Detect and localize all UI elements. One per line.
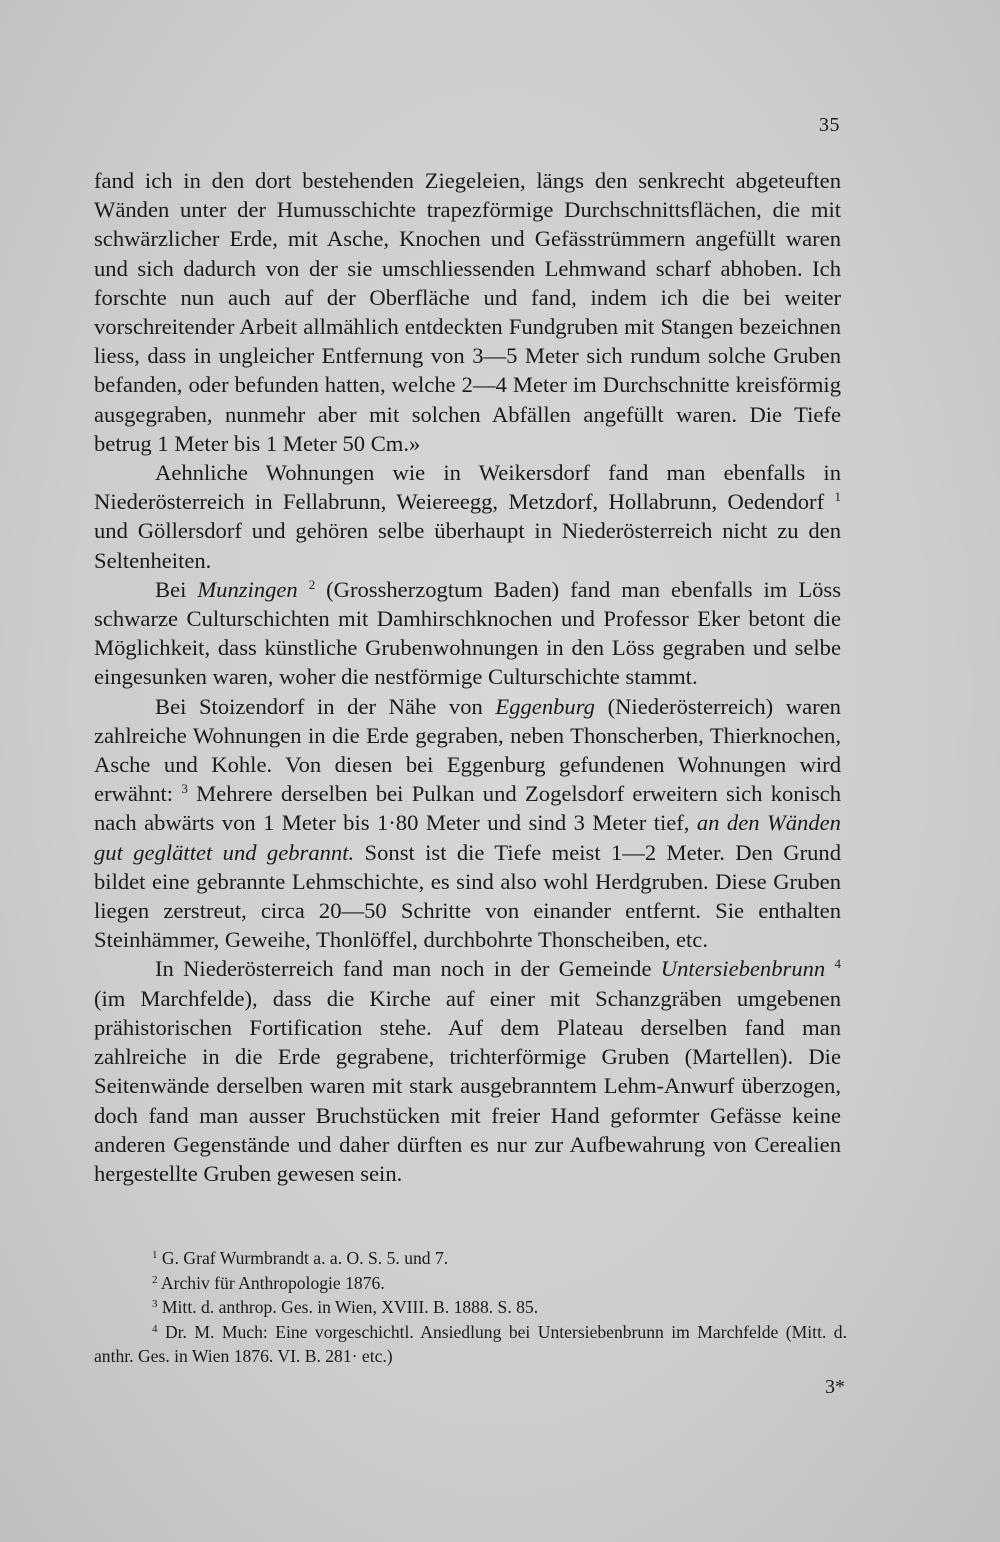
footnote (94, 1295, 847, 1320)
place-name-italic: Untersiebenbrunn (660, 956, 826, 982)
footnote-mark: 1 (152, 1249, 158, 1261)
text-run: Bei (155, 576, 198, 602)
page-number: 35 (819, 114, 840, 136)
footnote-ref: 1 (834, 489, 841, 505)
text-run: Bei Stoizendorf in der Nähe von (155, 693, 496, 719)
footnote-ref: 2 (308, 576, 316, 592)
footnote (94, 1271, 847, 1296)
footnotes (94, 1246, 847, 1369)
text-run: Mehrere derselben bei Pulkan und Zogelsdorf erweitern sich konisch nach abwärts von 1 Meter bis 1·80 Meter und sind 3 Meter tief, (94, 781, 841, 836)
footnote (94, 1320, 847, 1369)
footnote (94, 1246, 847, 1271)
text-run: (Grossherzogtum Baden) fand man ebenfalls im Löss schwarze Culturschichten mit Damhirschknochen und Professor Eker betont die Möglichkeit, dass künstliche Grubenwohnungen in den Löss gegraben und selbe eingesunken waren, woher die nestförmige Culturschichte stammt. (94, 576, 842, 690)
signature-mark: 3* (825, 1376, 845, 1398)
text-run (298, 577, 309, 602)
text-run: fand ich in den dort bestehenden Ziegeleien, längs den senkrecht abgeteuften Wänden unter der Humusschichte trapezförmige Durchschnittsflächen, die mit schwärzlicher Erde, mit Asche, Knochen und Gefässtrümmern angefüllt waren und sich dadurch von der sie umschliessenden Lehmwand scharf abhoben. Ich forschte nun auch auf der Oberfläche und fand, indem ich die bei weiter vorschreitender Arbeit allmählich entdeckten Fundgruben mit Stangen bezeichnen liess, dass in ungleicher Entfernung von 3—5 Meter sich rundum solche Gruben befanden, oder befunden hatten, welche 2—4 Meter im Durchschnitte kreisförmig ausgegraben, nunmehr aber mit solchen Abfällen angefüllt waren. Die Tiefe betrug 1 Meter bis 1 Meter 50 Cm.» (94, 168, 841, 456)
footnote-mark: 2 (152, 1273, 158, 1286)
footnote-text: G. Graf Wurmbrandt a. a. O. S. 5. und 7. (157, 1248, 449, 1268)
paragraph (94, 692, 841, 955)
footnote-text: Dr. M. Much: Eine vorgeschichtl. Ansiedlung bei Untersiebenbrunn im Marchfelde (Mitt. d. anthr. Ges. in Wien 1876. VI. B. 281· etc.) (94, 1321, 847, 1367)
text-run: (Niederösterreich) waren zahlreiche Wohnungen in die Erde gegraben, neben Thonscherben, Thierknochen, Asche und Kohle. Von diesen bei Eggenburg gefundenen Wohnungen wird erwähnt: (94, 693, 841, 807)
text-run: Sonst ist die Tiefe meist 1—2 Meter. Den Grund bildet eine gebrannte Lehmschichte, es sind also wohl Herdgruben. Diese Gruben liegen zerstreut, circa 20—50 Schritte von einander entfernt. Sie enthalten Steinhämmer, Geweihe, Thonlöffel, durchbohrte Thonscheiben, etc. (94, 839, 841, 953)
paragraph (94, 166, 841, 458)
footnote-mark: 3 (152, 1298, 158, 1311)
paragraph (94, 954, 841, 1188)
footnote-ref: 4 (834, 956, 841, 972)
text-run: In Niederösterreich fand man noch in der Gemeinde (155, 956, 661, 982)
emphasis-italic: an den Wänden gut geglättet und gebrannt. (94, 810, 841, 865)
text-run (825, 956, 834, 981)
footnote-text: Mitt. d. anthrop. Ges. in Wien, XVIII. B. 1888. S. 85. (157, 1297, 539, 1318)
footnote-mark: 4 (152, 1322, 158, 1335)
text-run: (im Marchfelde), dass die Kirche auf einer mit Schanzgräben umgebenen prähistorischen Fortification stehe. Auf dem Plateau derselben fand man zahlreiche in die Erde gegrabene, trichterförmige Gruben (Martellen). Die Seitenwände derselben waren mit stark ausgebranntem Lehm-Anwurf überzogen, doch fand man ausser Bruchstücken mit freier Hand geformter Gefässe keine anderen Gegenstände und daher dürften es nur zur Aufbewahrung von Cerealien hergestellte Gruben gewesen sein. (94, 985, 841, 1186)
paragraph (94, 575, 841, 692)
footnote-ref: 3 (181, 781, 188, 797)
footnote-text: Archiv für Anthropologie 1876. (157, 1272, 385, 1293)
text-run: Aehnliche Wohnungen wie in Weikersdorf fand man ebenfalls in Niederösterreich in Fellabrunn, Weiereegg, Metzdorf, Hollabrunn, Oedendorf (94, 460, 841, 515)
place-name-italic: Munzingen (197, 576, 298, 602)
text-run: und Göllersdorf und gehören selbe überhaupt in Niederösterreich nicht zu den Seltenheiten. (94, 518, 841, 573)
body-text (94, 166, 841, 1188)
paragraph (94, 458, 841, 575)
place-name-italic: Eggenburg (495, 693, 595, 719)
